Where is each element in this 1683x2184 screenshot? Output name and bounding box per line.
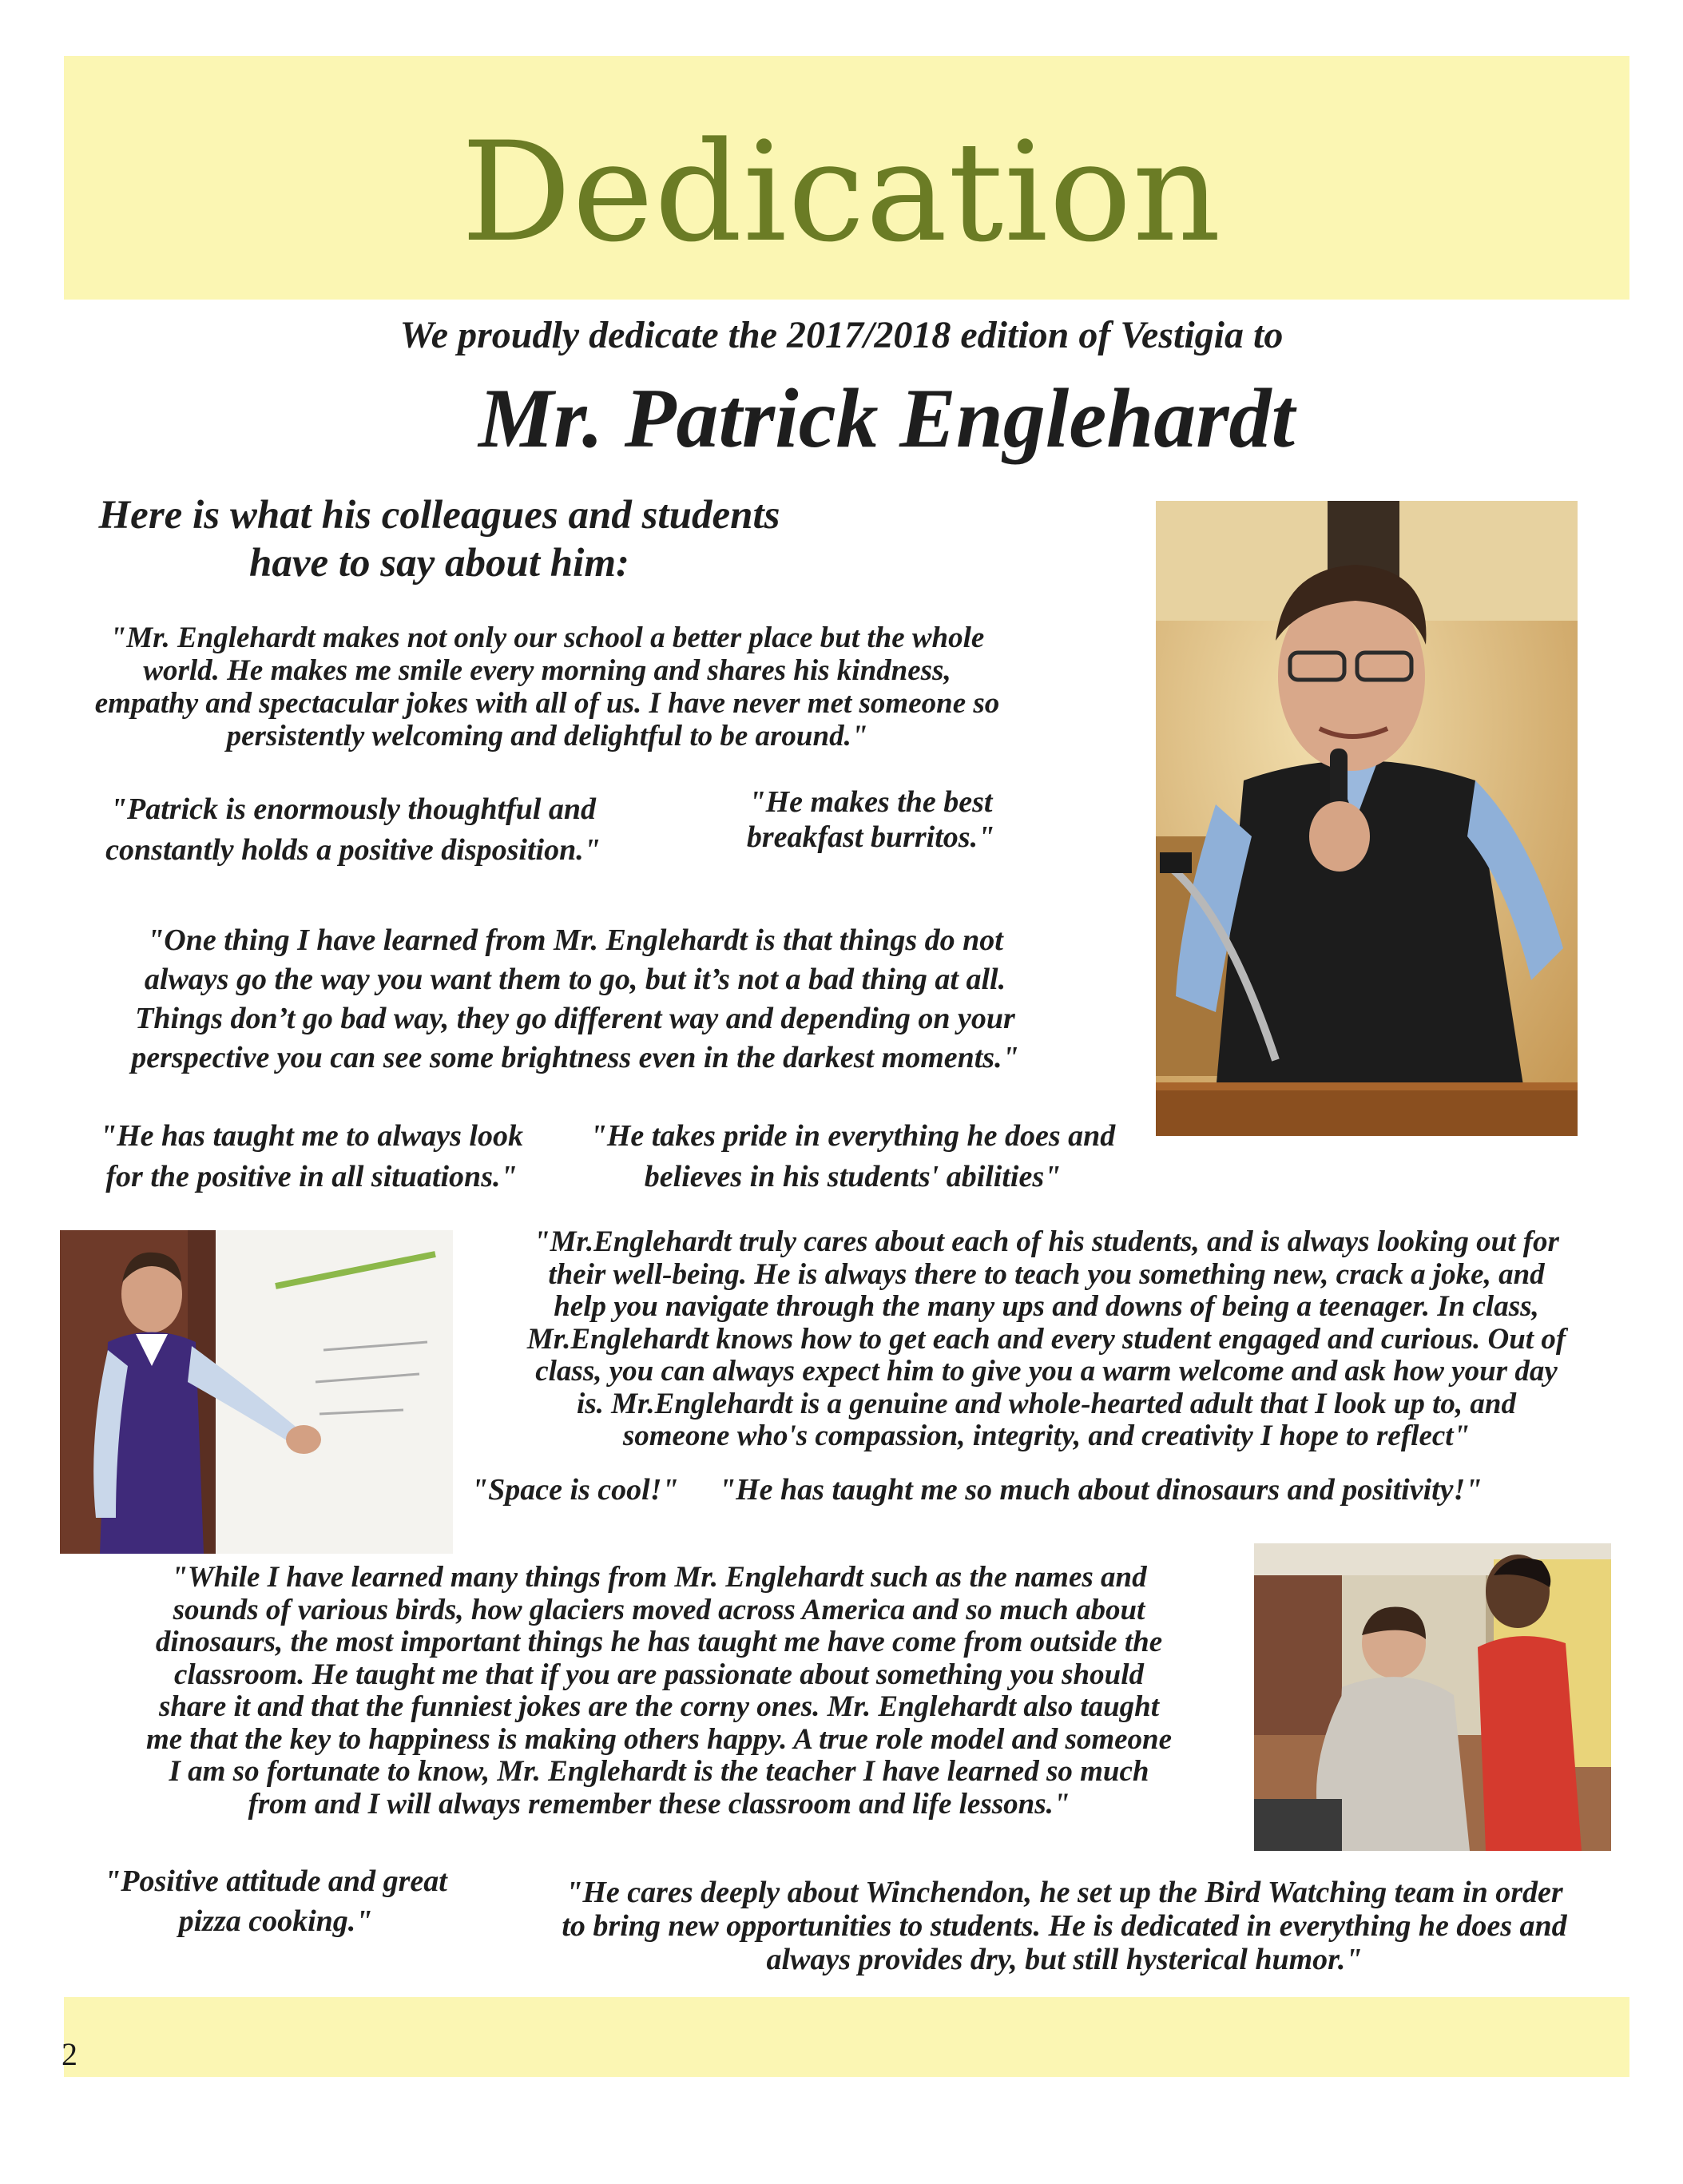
page-title: Dedication xyxy=(461,112,1222,272)
quote-6: "He takes pride in everything he does and believes in his students' abilities" xyxy=(589,1119,1116,1193)
quote-2: "Patrick is enormously thoughtful and constantly holds a positive disposition." xyxy=(105,792,601,867)
quote-3: "He makes the best breakfast burritos." xyxy=(746,785,995,854)
quote-10: "While I have learned many things from Mr. Englehardt such as the names and sounds of various birds, how glaciers moved across America and so much about dinosaurs, the most important things he has taught me have come from outside the classroom. He taught me that if you are passionate about something you should share it and that the funniest jokes are the corny ones. Mr. Englehardt also taught me that the key to happiness is making others happy. A true role model and someone I am so fortunate to know, Mr. Englehardt is the teacher I have learned so much from and I will always remember these classroom and life lessons." xyxy=(145,1561,1173,1821)
quote-7: "Mr.Englehardt truly cares about each of his students, and is always looking out for their well-being. He is always there to teach you something new, crack a joke, and help you navigate through the many ups and downs of being a teenager. In class, Mr.Englehardt knows how to get each and every student engaged and curious. Out of class, you can always expect him to give you a warm welcome and ask how your day is. Mr.Englehardt is a genuine and whole-hearted adult that I look up to, and someone who's compassion, integrity, and creativity I hope to reflect" xyxy=(526,1225,1566,1452)
quote-1: "Mr. Englehardt makes not only our school a better place but the whole world. He makes me smile every morning and shares his kindness, empathy and spectacular jokes with all of us. I have never met someone so persistently welcoming and delightful to be around." xyxy=(94,621,1000,752)
photo-students-hallway xyxy=(1254,1543,1611,1851)
quote-9: "He has taught me so much about dinosaurs and positivity!" xyxy=(719,1473,1483,1507)
photo-englehardt-podium xyxy=(1156,501,1578,1136)
honoree-name: Mr. Patrick Englehardt xyxy=(478,371,1295,465)
photo-englehardt-whiteboard xyxy=(60,1230,453,1554)
quote-12: "He cares deeply about Winchendon, he set up the Bird Watching team in order to bring new opportunities to students. He is dedicated in everything he does and always provides dry, but still hysterical humor." xyxy=(562,1876,1567,1976)
quotes-subheading: Here is what his colleagues and students have to say about him: xyxy=(98,493,780,586)
quote-5: "He has taught me to always look for the positive in all situations." xyxy=(100,1119,523,1193)
quote-11: "Positive attitude and great pizza cooking." xyxy=(104,1864,447,1938)
quote-8: "Space is cool!" xyxy=(471,1473,679,1507)
dedication-intro: We proudly dedicate the 2017/2018 edition of Vestigia to xyxy=(399,314,1284,356)
footer-band xyxy=(64,1997,1629,2077)
quote-4: "One thing I have learned from Mr. Englehardt is that things do not always go the way you want them to go, but it’s not a bad thing at all. Things don’t go bad way, they go different way and depending on your perspective you can see some brightness even in the darkest moments." xyxy=(131,923,1019,1074)
page-number: 2 xyxy=(62,2036,77,2072)
